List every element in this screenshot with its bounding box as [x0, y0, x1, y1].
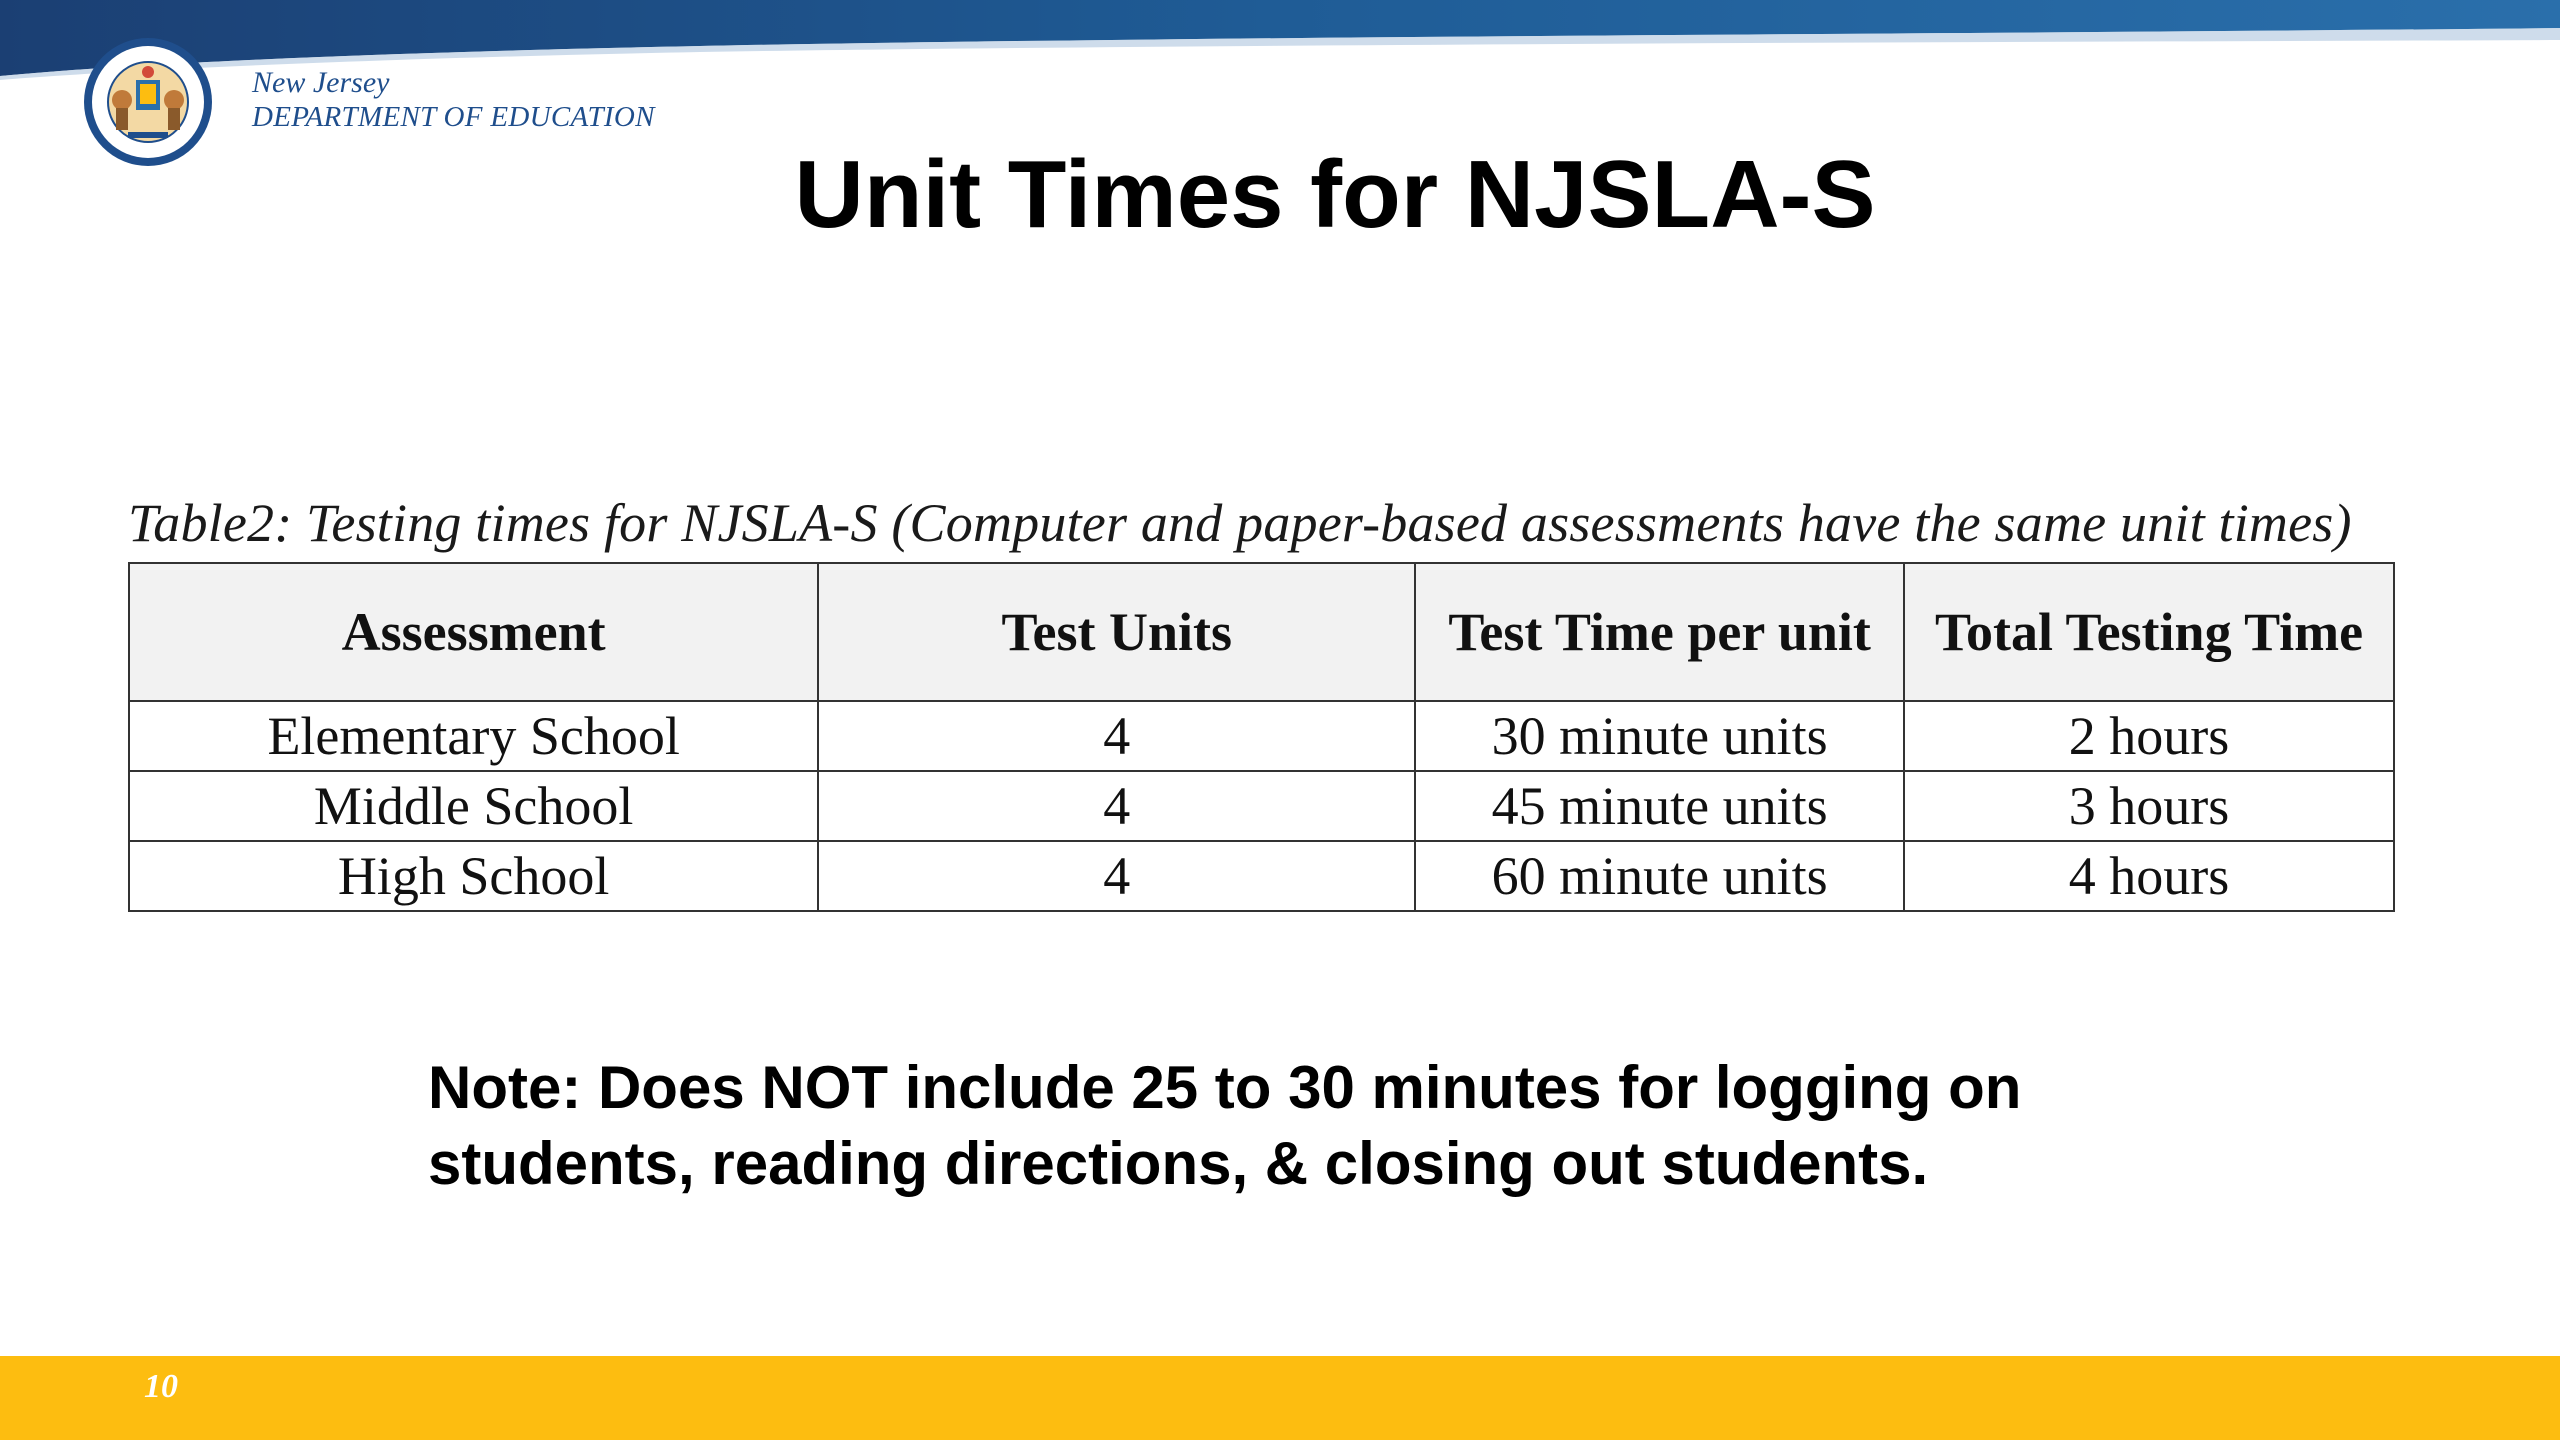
cell-assessment: High School [129, 841, 818, 911]
cell-assessment: Middle School [129, 771, 818, 841]
cell-time-per-unit: 45 minute units [1415, 771, 1904, 841]
table-row [129, 841, 2394, 911]
testing-times-table [128, 562, 2395, 912]
cell-total-time: 3 hours [1904, 771, 2394, 841]
page-number: 10 [144, 1368, 178, 1405]
table-row [129, 701, 2394, 771]
cell-total-time: 2 hours [1904, 701, 2394, 771]
note-text: Note: Does NOT include 25 to 30 minutes for logging on students, reading directions, & closing out students. [428, 1054, 2022, 1197]
cell-test-units: 4 [818, 701, 1415, 771]
header-total-time: Total Testing Time [1904, 563, 2394, 701]
table-row [129, 771, 2394, 841]
page-title: Unit Times for NJSLA-S [794, 141, 1876, 248]
header-assessment: Assessment [129, 563, 818, 701]
cell-assessment: Elementary School [129, 701, 818, 771]
table-caption: Table2: Testing times for NJSLA-S (Computer and paper-based assessments have the same unit times) [128, 493, 2352, 553]
cell-test-units: 4 [818, 771, 1415, 841]
table-header-row [129, 563, 2394, 701]
dept-state: New Jersey [252, 66, 390, 99]
footer-bar [0, 1356, 2560, 1440]
dept-name: DEPARTMENT OF EDUCATION [252, 101, 655, 133]
cell-total-time: 4 hours [1904, 841, 2394, 911]
header-test-units: Test Units [818, 563, 1415, 701]
department-wordmark [252, 66, 655, 134]
cell-time-per-unit: 60 minute units [1415, 841, 1904, 911]
cell-test-units: 4 [818, 841, 1415, 911]
header-time-per-unit: Test Time per unit [1415, 563, 1904, 701]
cell-time-per-unit: 30 minute units [1415, 701, 1904, 771]
